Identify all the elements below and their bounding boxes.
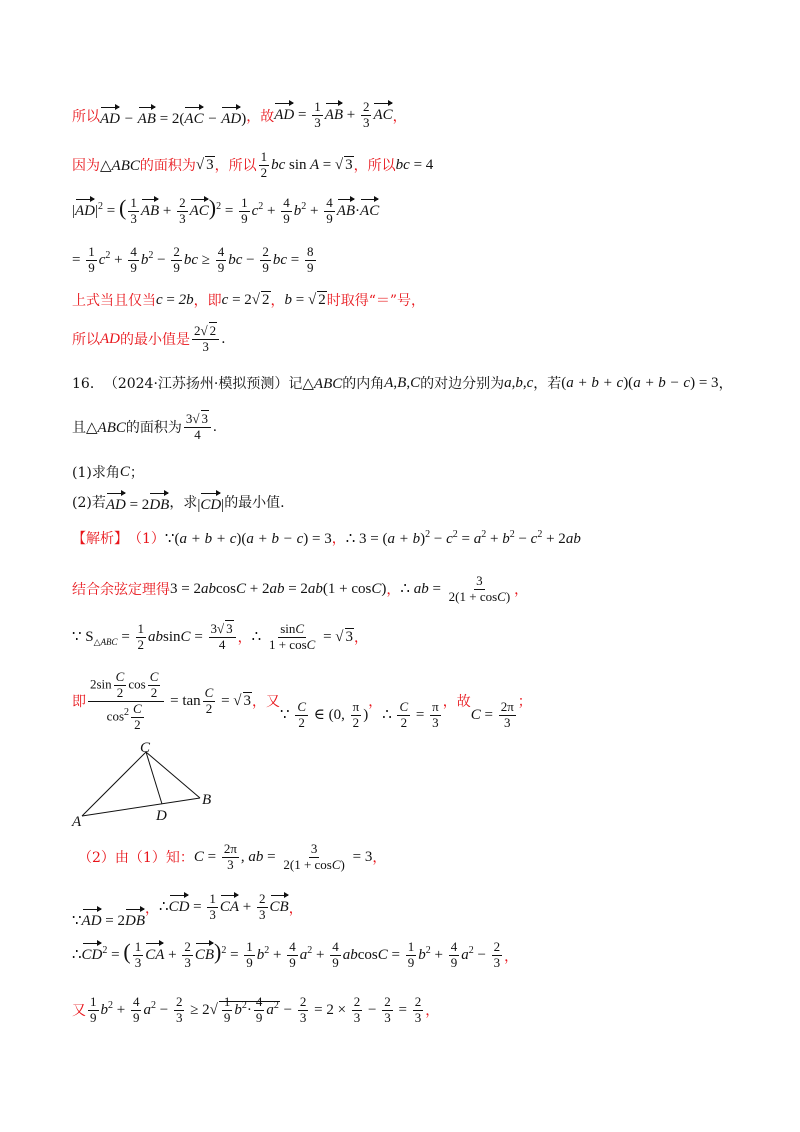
solution-16-line-8: 又 $\frac{1}{9}$ $b^2$ + $\frac{4}{9}$ $a^2$ − $\frac{2}{3}$ ≥ 2√ $\frac{1}{9}$ $b^2\cdot$ $\frac{4}{9}$ $a^2$ − $\frac{2}{3}$ = 2 × $\frac{2}{3}$ − $\frac{2}{3}$ = $\frac{2}{3}$ ，	[72, 994, 440, 1025]
vertex-A-label: A	[72, 814, 82, 828]
equation: AD − AB = 2(AC − AD)	[100, 104, 246, 128]
solution-line-3: $|AD|^2$ = ( $\frac{1}{3}$ AB + $\frac{2}{3}$ AC)$^2$ = $\frac{1}{9}$ $c^2$ + $\frac{4}{9}$ $b^2$ + $\frac{4}{9}$ AB·AC	[72, 195, 380, 227]
question-16-line-2: 且 △ABC 的面积为 $\frac{3√ 3}{4}$ .	[72, 411, 217, 442]
side-AB	[82, 798, 200, 816]
segment-CD	[146, 752, 162, 804]
question-16-part-1: (1)求角 C ；	[72, 463, 144, 481]
solution-16-line-5: （2）由（1）知： C = $\frac{2\pi}{3}$ , ab = $\frac{3}{2(1 + \cos C)}$ = 3 ，	[78, 841, 387, 872]
solution-16-line-7: $\therefore CD^2$ = ( $\frac{1}{3}$ CA + $\frac{2}{3}$ CB)$^2$ = $\frac{1}{9}$ $b^2$ + $\frac{4}{9}$ $a^2$ + $\frac{4}{9}$ abcosC = $\frac{1}{9}$ $b^2$ + $\frac{4}{9}$ $a^2$ − $\frac{2}{3}$ ，	[72, 939, 519, 971]
question-16-line-1: 16． （2024·江苏扬州·模拟预测） 记 △ABC 的内角 A,B,C 的对边分别为 a,b,c ，若 (a + b + c)(a + b − c) = 3 ，	[72, 374, 733, 392]
equation: AD = $\frac{1}{3}$ AB + $\frac{2}{3}$ AC	[274, 99, 393, 131]
solution-line-4: = $\frac{1}{9}$ $c^2$ + $\frac{4}{9}$ $b^2$ − $\frac{2}{9}$ bc ≥ $\frac{4}{9}$ bc − $\frac{2}{9}$ bc = $\frac{8}{9}$	[72, 244, 314, 275]
vertex-C-label: C	[140, 740, 151, 756]
solution-16-line-2: 结合余弦定理得 3 = 2abcosC + 2ab = 2ab(1 + cosC) ， ∴ ab = $\frac{3}{2(1 + \cos C)}$ ，	[72, 573, 529, 604]
solution-line-2: 因为 △ABC 的面积为 √ 3 ，所以 $\frac{1}{2}$ bc sin A = √ 3 ，所以 bc = 4	[72, 149, 434, 180]
solution-line-1: 所以 AD − AB = 2(AC − AD) ，故 AD = $\frac{1}{3}$ AB + $\frac{2}{3}$ AC ，	[72, 99, 407, 131]
question-16-part-2: (2)若 AD = 2DB ，求 |CD| 的最小值.	[72, 490, 285, 514]
vertex-B-label: B	[202, 792, 212, 808]
solution-line-5: 上式当且仅当 c = 2b ，即 c = 2√ 2 ， b = √ 2 时取得“＝”号，	[72, 291, 426, 309]
solution-16-line-3: ∵ $S_{\triangle ABC}$ = $\frac{1}{2}$ absinC = $\frac{3√ 3}{4}$ ， ∴ $\frac{\sin C}{1 + \cos C}$ = √ 3 ，	[72, 621, 369, 652]
side-CB	[146, 752, 200, 798]
triangle-figure	[70, 738, 230, 828]
point-D-label: D	[156, 808, 167, 824]
solution-16-line-1: 【解析】 （1） ∵(a + b + c)(a + b − c) = 3 ， ∴ $3 = (a + b)^2 - c^2 = a^2 + b^2 - c^2 + 2ab$	[72, 528, 581, 547]
solution-16-line-4: 即 2sin $\frac{C}{2}$ cos $\frac{C}{2}$ $\cos^2$ $\frac{C}{2}$ = tan $\frac{C}{2}$ = √ 3 ，又 ∵ $\frac{C}{2}$ ∈ (0, $\frac{\pi}{2}$ ) ， ∴ $\frac{C}{2}$ = $\frac{\pi}{3}$ ，故 C = $\frac{2\pi}{3}$ ；	[72, 669, 532, 732]
solution-16-line-6: ∵AD = 2DB ， ∴CD = $\frac{1}{3}$ CA + $\frac{2}{3}$ CB ，	[72, 891, 303, 929]
solution-line-6: 所以 AD 的最小值是 $\frac{2√ 2}{3}$ .	[72, 323, 226, 354]
side-AC	[82, 752, 146, 816]
